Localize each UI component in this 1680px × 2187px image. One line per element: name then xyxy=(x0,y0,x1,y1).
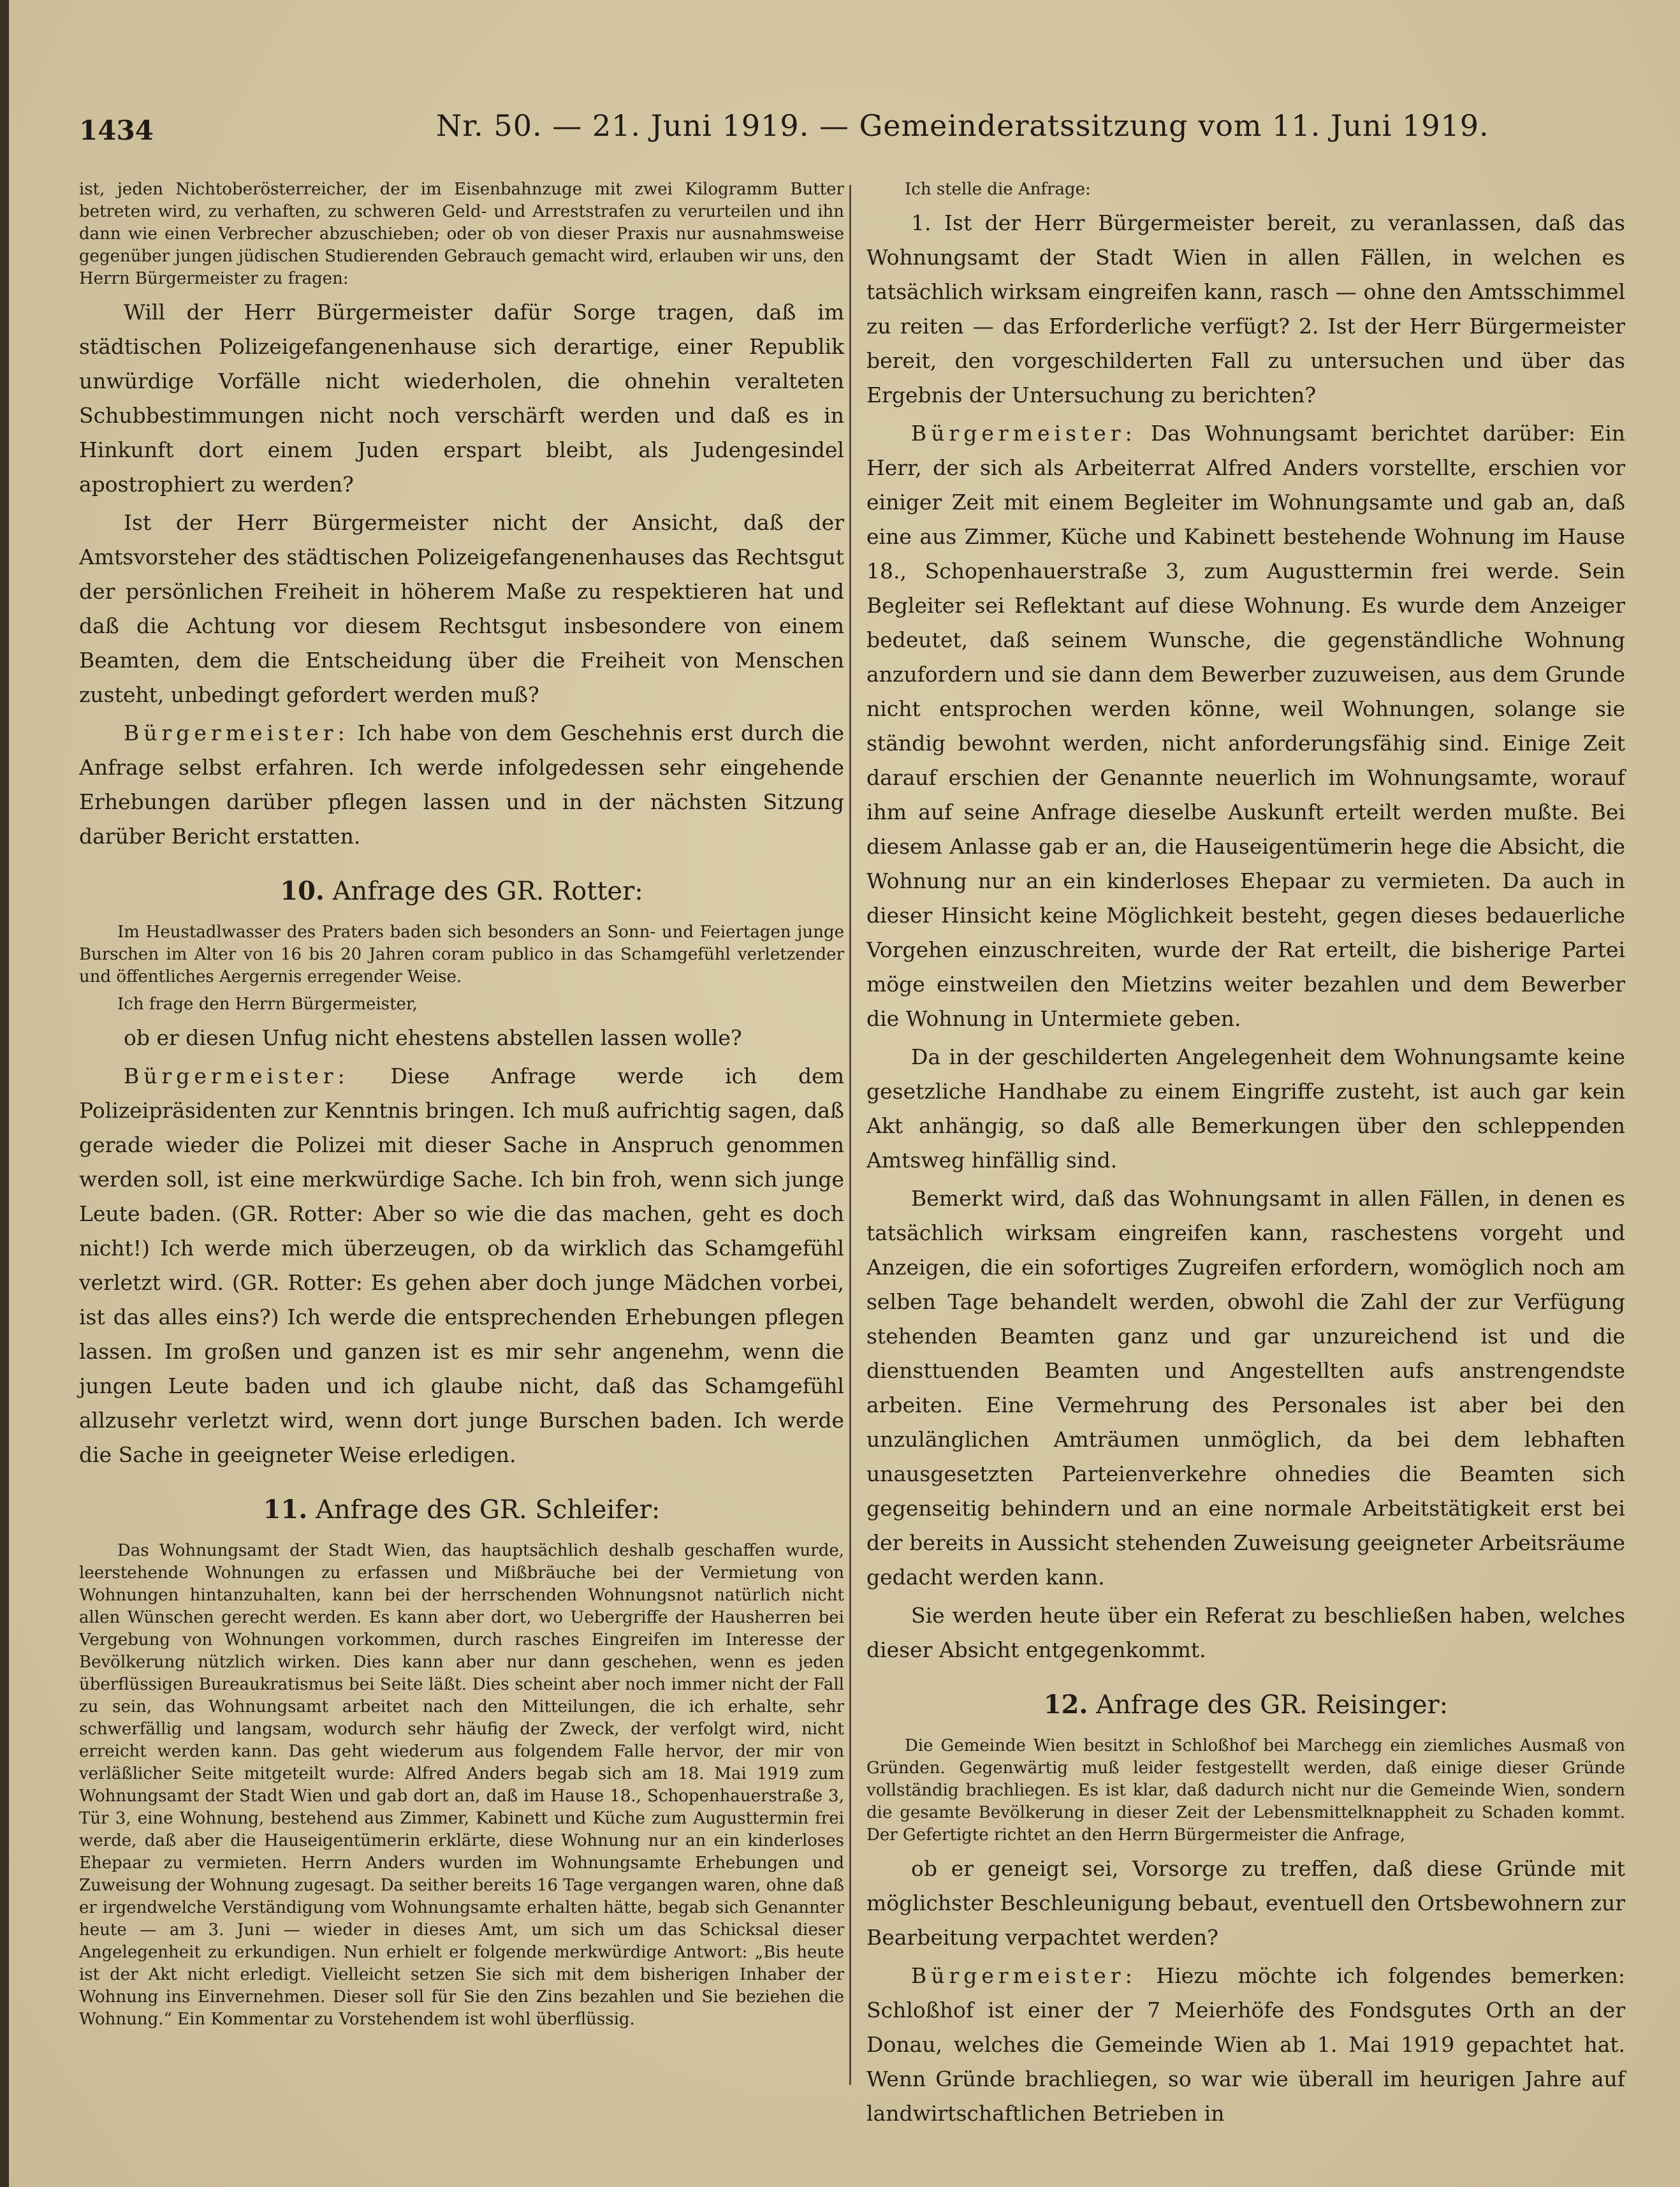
answer-paragraph xyxy=(866,1959,1625,2131)
intro-paragraph: Ich stelle die Anfrage: xyxy=(905,180,1091,199)
section-heading-11 xyxy=(79,1491,844,1528)
speaker-label: Bürgermeister: xyxy=(911,1963,1137,1988)
answer-text: Hiezu möchte ich folgendes bemerken: Schloßhof ist einer der 7 Meierhöfe des Fondsgutes Orth an der Donau, welches die Gemeinde Wien ab 1. Mai 1919 gepachtet hat. Wenn Gründe brachliegen, so war wie überall im heurigen Jahre auf landwirtschaftlichen Betrieben in xyxy=(866,1963,1625,2126)
speaker-label: Bürgermeister: xyxy=(124,720,349,745)
question-paragraph: ob er geneigt sei, Vorsorge zu treffen, daß diese Gründe mit möglichster Beschleunigung bebaut, eventuell den Ortsbewohnern zur Bearbeitung verpachtet werden? xyxy=(866,1856,1625,1950)
section-heading-10 xyxy=(79,873,844,910)
body-paragraph: Sie werden heute über ein Referat zu beschließen haben, welches dieser Absicht entgegenkommt. xyxy=(866,1603,1625,1662)
inquiry-text: Ich frage den Herrn Bürgermeister, xyxy=(117,995,418,1014)
answer-paragraph xyxy=(79,716,844,854)
inquiry-text: Das Wohnungsamt der Stadt Wien, das hauptsächlich deshalb geschaffen wurde, leerstehende Wohnungen zu erfassen und Mißbräuche bei der Vermietung von Wohnungen hintanzuhalten, kann bei der herrschenden Wohnungsnot natürlich nicht allen Wünschen gerecht werden. Es kann aber dort, wo Uebergriffe der Hausherren bei Vergebung von Wohnungen vorkommen, durch rasches Eingreifen im Interesse der Bevölkerung nützlich wirken. Dies kann aber nur dann geschehen, wenn es jeden überflüssigen Bureaukratismus bei Seite läßt. Dies scheint aber noch immer nicht der Fall zu sein, das Wohnungsamt arbeitet nach den Mitteilungen, die ich erhalte, sehr schwerfällig und langsam, wodurch sehr häufig der Zweck, der verfolgt wird, nicht erreicht werden kann. Das geht wiederum aus folgendem Falle hervor, der mir von verläßlicher Seite mitgeteilt wurde: Alfred Anders begab sich am 18. Mai 1919 zum Wohnungsamt der Stadt Wien und gab dort an, daß im Hause 18., Schopenhauerstraße 3, Tür 3, eine Wohnung, bestehend aus Zimmer, Kabinett und Küche zum Augusttermin frei werde, daß aber die Hauseigentümerin erklärte, diese Wohnung nur an ein kinderloses Ehepaar zu vermieten. Herrn Anders wurden im Wohnungsamte Erhebungen und Zuweisung der Wohnung zugesagt. Da seither bereits 16 Tage vergangen waren, ohne daß er irgendwelche Verständigung vom Wohnungsamte erhalten hätte, begab sich Genannter heute — am 3. Juni — wieder in dieses Amt, um sich um das Schicksal dieser Angelegenheit zu erkundigen. Nun erhielt er folgende merkwürdige Antwort: „Bis heute ist der Akt nicht erledigt. Vielleicht setzen Sie sich mit dem bisherigen Inhaber der Wohnung ins Einvernehmen. Dieser soll für Sie den Zins bezahlen und Sie beziehen die Wohnung.“ Ein Kommentar zu Vorstehendem ist wohl überflüssig. xyxy=(79,1541,844,2029)
answer-text: Diese Anfrage werde ich dem Polizeipräsidenten zur Kenntnis bringen. Ich muß aufrichtig sagen, daß gerade wieder die Polizei mit dieser Sache in Anspruch genommen werden soll, ist eine merkwürdige Sache. Ich bin froh, wenn sich junge Leute baden. (GR. Rotter: Aber so wie die das machen, geht es doch nicht!) Ich werde mich überzeugen, ob da wirklich das Schamgefühl verletzt wird. (GR. Rotter: Es gehen aber doch junge Mädchen vorbei, ist das alles eins?) Ich werde die entsprechenden Erhebungen pflegen lassen. Im großen und ganzen ist es mir sehr angenehm, wenn die jungen Leute baden und ich glaube nicht, daß das Schamgefühl allzusehr verletzt wird, wenn dort junge Burschen baden. Ich werde die Sache in geeigneter Weise erledigen. xyxy=(79,1064,844,1467)
answer-paragraph xyxy=(79,1059,844,1472)
speaker-label: Bürgermeister: xyxy=(124,1064,349,1088)
heading-number: 10. xyxy=(280,876,325,906)
question-paragraph: ob er diesen Unfug nicht ehestens abstellen lassen wolle? xyxy=(124,1025,742,1050)
question-paragraph: Will der Herr Bürgermeister dafür Sorge tragen, daß im städtischen Polizeigefangenenhause sich derartige, einer Republik unwürdige Vorfälle nicht wiederholen, die ohnehin veralteten Schubbestimmungen nicht noch verschärft werden und daß es in Hinkunft dort einem Juden erspart bleibt, als Judengesindel apostrophiert zu werden? xyxy=(79,300,844,497)
intro-paragraph: ist, jeden Nichtoberösterreicher, der im Eisenbahnzuge mit zwei Kilogramm Butter betreten wird, zu verhaften, zu schweren Geld- und Arreststrafen zu verurteilen und ihn dann wie einen Verbrecher abzuschieben; oder ob von dieser Praxis nur ausnahmsweise gegenüber jungen jüdischen Studierenden Gebrauch gemacht wird, erlauben wir uns, den Herrn Bürgermeister zu fragen: xyxy=(79,180,844,288)
right-column xyxy=(866,179,1625,2126)
answer-text: Ich habe von dem Geschehnis erst durch die Anfrage selbst erfahren. Ich werde infolgedessen sehr eingehende Erhebungen darüber pflegen lassen und in der nächsten Sitzung darüber Bericht erstatten. xyxy=(79,720,844,849)
inquiry-text: Im Heustadlwasser des Praters baden sich besonders an Sonn- und Feiertagen junge Burschen im Alter von 16 bis 20 Jahren coram publico in das Schamgefühl verletzender und öffentliches Aergernis erregender Weise. xyxy=(79,923,844,986)
heading-text: Anfrage des GR. Reisinger: xyxy=(1096,1690,1449,1720)
body-paragraph: Bemerkt wird, daß das Wohnungsamt in allen Fällen, in denen es tatsächlich wirksam eingreifen kann, raschestens vorgeht und Anzeigen, die ein sofortiges Zugreifen erfordern, womöglich noch am selben Tage behandelt werden, obwohl die Zahl der zur Verfügung stehenden Beamten ganz und gar unzureichend ist und die diensttuenden Beamten und Angestellten aufs anstrengendste arbeiten. Eine Vermehrung des Personales ist aber bei den unzulänglichen Amträumen unmöglich, da bei dem lebhaften unausgesetzten Parteienverkehre ohnedies die Beamten sich gegenseitig behindern und an eine normale Arbeitstätigkeit erst bei der bereits in Aussicht stehenden Zuweisung geeigneter Arbeitsräume gedacht werden kann. xyxy=(866,1186,1625,1590)
left-column xyxy=(79,179,844,2085)
question-paragraph: Ist der Herr Bürgermeister nicht der Ansicht, daß der Amtsvorsteher des städtischen Polizeigefangenenhauses das Rechtsgut der persönlichen Freiheit in höherem Maße zu respektieren hat und daß die Achtung vor diesem Rechtsgut insbesondere von einem Beamten, dem die Entscheidung über die Freiheit von Menschen zusteht, unbedingt gefordert werden muß? xyxy=(79,510,844,707)
question-paragraph: 1. Ist der Herr Bürgermeister bereit, zu veranlassen, daß das Wohnungsamt der Stadt Wien in allen Fällen, in welchen es tatsächlich wirksam eingreifen kann, rasch — ohne den Amtsschimmel zu reiten — das Erforderliche verfügt? 2. Ist der Herr Bürgermeister bereit, den vorgeschilderten Fall zu untersuchen und über das Ergebnis der Untersuchung zu berichten? xyxy=(866,210,1625,407)
heading-text: Anfrage des GR. Schleifer: xyxy=(315,1495,661,1525)
heading-text: Anfrage des GR. Rotter: xyxy=(332,877,643,906)
body-paragraph: Da in der geschilderten Angelegenheit dem Wohnungsamte keine gesetzliche Handhabe zu einem Eingriffe zusteht, ist auch gar kein Akt anhängig, so daß alle Bemerkungen über den schleppenden Amtsweg hinfällig sind. xyxy=(866,1044,1625,1173)
answer-text: Das Wohnungsamt berichtet darüber: Ein Herr, der sich als Arbeiterrat Alfred Anders vorstellte, erschien vor einiger Zeit mit einem Begleiter im Wohnungsamte und gab an, daß eine aus Zimmer, Küche und Kabinett bestehende Wohnung im Hause 18., Schopenhauerstraße 3, zum Augusttermin frei werde. Sein Begleiter sei Reflektant auf diese Wohnung. Es wurde dem Anzeiger bedeutet, daß seinem Wunsche, die gegenständliche Wohnung anzufordern und sie dann dem Bewerber zuzuweisen, aus dem Grunde nicht entsprochen werden könne, weil Wohnungen, solange sie ständig bewohnt werden, nicht anforderungsfähig sind. Einige Zeit darauf erschien der Genannte neuerlich im Wohnungsamte, worauf ihm auf seine Anfrage dieselbe Auskunft erteilt werden mußte. Bei diesem Anlasse gab er an, die Hauseigentümerin hege die Absicht, die Wohnung nur an ein kinderloses Ehepaar zu vermieten. Da auch in dieser Hinsicht keine Möglichkeit besteht, gegen dieses bedauerliche Vorgehen einzuschreiten, wurde der Rat erteilt, die bisherige Partei möge einstweilen den Mietzins weiter bezahlen und dem Bewerber die Wohnung in Untermiete geben. xyxy=(866,421,1625,1031)
heading-number: 12. xyxy=(1043,1690,1088,1720)
heading-number: 11. xyxy=(263,1495,308,1525)
speaker-label: Bürgermeister: xyxy=(911,421,1137,446)
page-number: 1434 xyxy=(79,115,154,146)
answer-paragraph xyxy=(866,416,1625,1036)
newspaper-page xyxy=(9,0,1680,2187)
section-heading-12 xyxy=(866,1686,1625,1723)
inquiry-text: Die Gemeinde Wien besitzt in Schloßhof bei Marchegg ein ziemliches Ausmaß von Gründen. Gegenwärtig muß leider festgestellt werden, daß einige dieser Gründe vollständig brachliegen. Es ist klar, daß dadurch nicht nur die Gemeinde Wien, sondern die gesamte Bevölkerung in dieser Zeit der Lebensmittelknappheit zu Schaden kommt. Der Gefertigte richtet an den Herrn Bürgermeister die Anfrage, xyxy=(866,1736,1625,1845)
running-title: Nr. 50. — 21. Juni 1919. — Gemeinderatssitzung vom 11. Juni 1919. xyxy=(436,108,1489,143)
page-header xyxy=(79,102,1623,153)
column-divider xyxy=(849,185,851,2085)
